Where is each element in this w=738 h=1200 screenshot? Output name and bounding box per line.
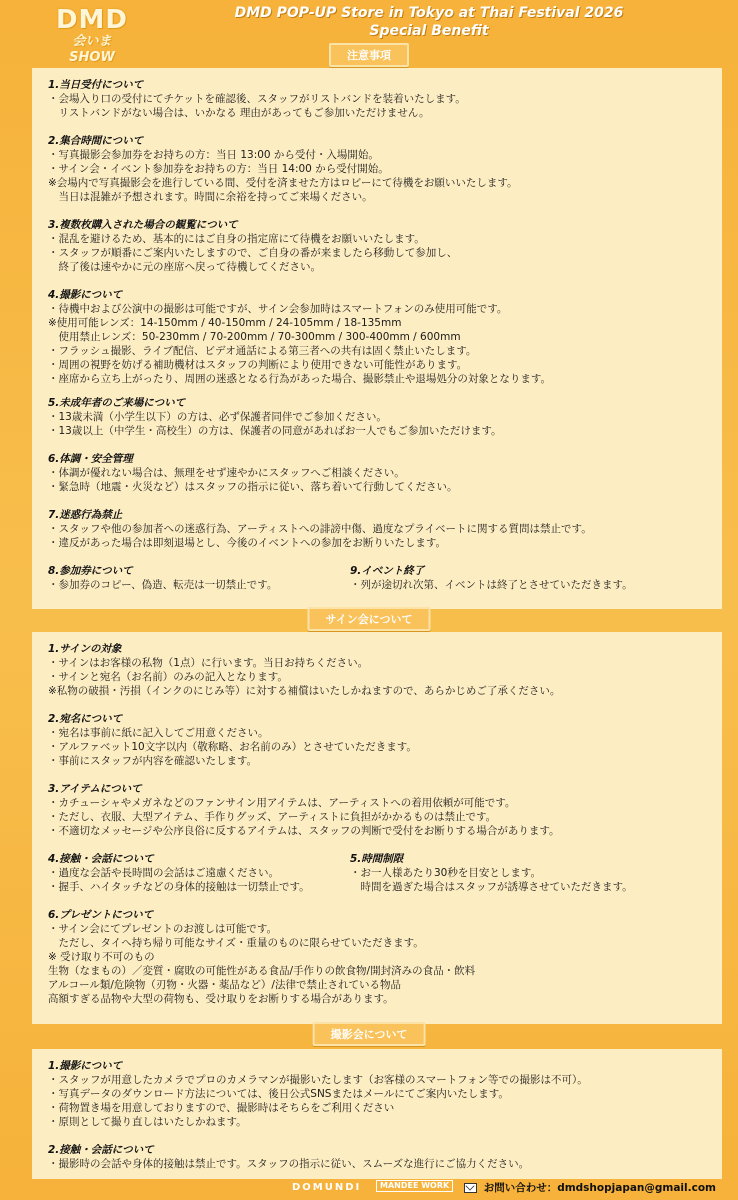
notice-line: ・荷物置き場を用意しておりますので、撮影時はそちらをご利用ください (48, 1102, 395, 1114)
notice-line: ・緊急時（地震・火災など）はスタッフの指示に従い、落ち着いて行動してください。 (48, 481, 458, 493)
mail-icon (464, 1183, 477, 1193)
notice-line: ・握手、ハイタッチなどの身体的接触は一切禁止です。 (48, 881, 310, 893)
notice-line: ・撮影時の会話や身体的接触は禁止です。スタッフの指示に従い、スムーズな進行にご協力ください。 (48, 1158, 530, 1170)
section-heading: 1.当日受付について (48, 79, 144, 91)
notice-section (48, 134, 722, 204)
notice-line: ・カチューシャやメガネなどのファンサイン用アイテムは、アーティストへの着用依頼が可能です。 (48, 797, 516, 809)
notice-section (48, 218, 722, 274)
section-heading: 1.サインの対象 (48, 643, 122, 655)
notice-section (48, 452, 722, 494)
two-column-row (32, 852, 722, 894)
notice-line: ※会場内で写真撮影会を進行している間、受付を済ませた方はロビーにて待機をお願いいたします。 (48, 177, 518, 189)
notice-section (48, 1059, 722, 1129)
section-heading: 9.イベント終了 (350, 565, 425, 577)
notice-line: ・不適切なメッセージや公序良俗に反するアイテムは、スタッフの判断で受付をお断りする場合があります。 (48, 825, 560, 837)
notice-section (350, 564, 633, 592)
notice-line: ・参加券のコピー、偽造、転売は一切禁止です。 (48, 579, 278, 591)
section-heading: 6.プレゼントについて (48, 909, 154, 921)
notice-line: ・アルファベット10文字以内（敬称略、お名前のみ）とさせていただきます。 (48, 741, 417, 753)
sign-panel (32, 632, 722, 1024)
brand-domundi: DOMUNDI (292, 1182, 362, 1193)
section-heading: 2.宛名について (48, 713, 123, 725)
section-heading: 3.複数枚購入された場合の観覧について (48, 219, 238, 231)
notice-line: ・列が途切れ次第、イベントは終了とさせていただきます。 (350, 579, 633, 591)
notice-section (48, 78, 722, 120)
section-heading: 4.撮影について (48, 289, 123, 301)
notice-line: ・体調が優れない場合は、無理をせず速やかにスタッフへご相談ください。 (48, 467, 405, 479)
notice-line: ・座席から立ち上がったり、周囲の迷惑となる行為があった場合、撮影禁止や退場処分の対象となります。 (48, 373, 552, 385)
notice-section (48, 712, 722, 768)
two-column-row (32, 564, 722, 592)
notice-line: ※使用可能レンズ：14-150mm / 40-150mm / 24-105mm / 18-135mm (48, 317, 402, 329)
notice-line: ・13歳未満（小学生以下）の方は、必ず保護者同伴でご参加ください。 (48, 411, 387, 423)
notice-line: ・原則として撮り直しはいたしかねます。 (48, 1116, 247, 1128)
notice-line: ・13歳以上（中学生・高校生）の方は、保護者の同意があればお一人でもご参加いただけます。 (48, 425, 502, 437)
notice-line: ・会場入り口の受付にてチケットを確認後、スタッフがリストバンドを装着いたします。 (48, 93, 466, 105)
notice-line: ・混乱を避けるため、基本的にはご自身の指定席にて待機をお願いいたします。 (48, 233, 425, 245)
section-heading: 6.体調・安全管理 (48, 453, 133, 465)
notice-line: ただし、タイへ持ち帰り可能なサイズ・重量のものに限らせていただきます。 (48, 937, 424, 949)
notice-line: ※私物の破損・汚損（インクのにじみ等）に対する補償はいたしかねますので、あらかじめご了承ください。 (48, 685, 561, 697)
notice-line: 時間を過ぎた場合はスタッフが誘導させていただきます。 (350, 881, 633, 893)
notice-line: ・宛名は事前に紙に記入してご用意ください。 (48, 727, 269, 739)
notice-line: ・事前にスタッフが内容を確認いたします。 (48, 755, 258, 767)
notice-line: ・待機中および公演中の撮影は可能ですが、サイン会参加時はスマートフォンのみ使用可能です。 (48, 303, 508, 315)
notice-section (350, 852, 633, 894)
notice-section (48, 908, 722, 1006)
section-heading: 5.未成年者のご来場について (48, 397, 186, 409)
notice-line: ※ 受け取り不可のもの (48, 951, 155, 963)
section-heading: 4.接触・会話について (48, 853, 154, 865)
page-title (0, 4, 738, 40)
logo-text: DMD (55, 5, 129, 35)
notice-section (48, 396, 722, 438)
notice-line: ・写真撮影会参加券をお持ちの方：当日 13:00 から受付・入場開始。 (48, 149, 379, 161)
notice-line: 使用禁止レンズ：50-230mm / 70-200mm / 70-300mm / 300-400mm / 600mm (48, 331, 461, 343)
section-tag-sign: サイン会について (307, 607, 430, 631)
brand-mandee: MANDEE WORK (376, 1180, 453, 1192)
footer (0, 1174, 738, 1200)
notice-line: ・スタッフが用意したカメラでプロのカメラマンが撮影いたします（お客様のスマートフォン等での撮影は不可）。 (48, 1074, 588, 1086)
section-tag-photo: 撮影会について (313, 1022, 426, 1046)
section-heading: 2.接触・会話について (48, 1144, 154, 1156)
notice-line: ・過度な会話や長時間の会話はご遠慮ください。 (48, 867, 279, 879)
notice-line: アルコール類/危険物（刃物・火器・薬品など）/法律で禁止されている物品 (48, 979, 401, 991)
notice-line: ・サイン会・イベント参加券をお持ちの方：当日 14:00 から受付開始。 (48, 163, 389, 175)
notice-line: ・サインはお客様の私物（1点）に行います。当日お持ちください。 (48, 657, 369, 669)
section-heading: 7.迷惑行為禁止 (48, 509, 123, 521)
notice-line: ・サインと宛名（お名前）のみの記入となります。 (48, 671, 288, 683)
notice-section (48, 288, 722, 386)
section-heading: 2.集合時間について (48, 135, 144, 147)
section-heading: 8.参加券について (48, 565, 133, 577)
notice-line: ・ただし、衣服、大型アイテム、手作りグッズ、アーティストに負担がかかるものは禁止です。 (48, 811, 497, 823)
logo-subtext: 会いまSHOW (69, 34, 115, 65)
section-heading: 3.アイテムについて (48, 783, 142, 795)
contact-info (464, 1180, 716, 1195)
photo-panel (32, 1049, 722, 1179)
notice-line: ・スタッフや他の参加者への迷惑行為、アーティストへの誹謗中傷、過度なプライベートに関する質問は禁止です。 (48, 523, 592, 535)
notes-panel (32, 68, 722, 609)
section-tag-notes: 注意事項 (329, 43, 409, 67)
section-heading: 5.時間制限 (350, 853, 404, 865)
notice-line: ・スタッフが順番にご案内いたしますので、ご自身の番が来ましたら移動して参加し、 (48, 247, 458, 259)
notice-line: 高額すぎる品物や大型の荷物も、受け取りをお断りする場合があります。 (48, 993, 394, 1005)
notice-line: 生物（なまもの）／変質・腐敗の可能性がある食品/手作りの飲食物/開封済みの食品・飲料 (48, 965, 476, 977)
notice-line: ・サイン会にてプレゼントのお渡しは可能です。 (48, 923, 278, 935)
notice-line: 終了後は速やかに元の座席へ戻って待機してください。 (48, 261, 321, 273)
notice-line: ・フラッシュ撮影、ライブ配信、ビデオ通話による第三者への共有は固く禁止いたします。 (48, 345, 477, 357)
title-line: DMD POP-UP Store in Tokyo at Thai Festival 2026 (234, 5, 624, 21)
notice-line: ・周囲の視野を妨げる補助機材はスタッフの判断により使用できない可能性があります。 (48, 359, 468, 371)
notice-line: リストバンドがない場合は、いかなる 理由があってもご参加いただけません。 (48, 107, 430, 119)
contact-email[interactable]: お問い合わせ：dmdshopjapan@gmail.com (483, 1182, 716, 1194)
notice-line: ・写真データのダウンロード方法については、後日公式SNSまたはメールにてご案内いたします。 (48, 1088, 509, 1100)
notice-line: 当日は混雑が予想されます。時間に余裕を持ってご来場ください。 (48, 191, 373, 203)
subtitle-line: Special Benefit (369, 23, 489, 39)
notice-section (48, 1143, 722, 1171)
section-heading: 1.撮影について (48, 1060, 123, 1072)
notice-section (48, 642, 722, 698)
notice-section (48, 782, 722, 838)
notice-line: ・違反があった場合は即刻退場とし、今後のイベントへの参加をお断りいたします。 (48, 537, 447, 549)
notice-line: ・お一人様あたり30秒を目安とします。 (350, 867, 542, 879)
notice-section (48, 508, 722, 550)
